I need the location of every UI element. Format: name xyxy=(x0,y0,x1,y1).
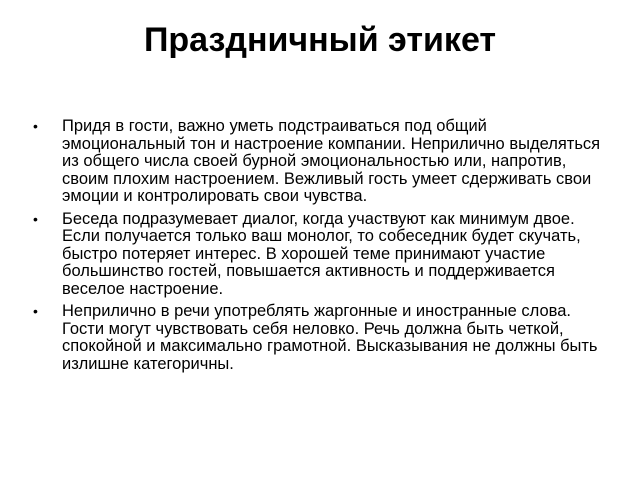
bullet-dot-icon: • xyxy=(33,210,38,227)
bullet-dot-icon: • xyxy=(33,303,38,319)
bullet-item xyxy=(32,211,612,299)
bullet-dot-icon: • xyxy=(33,118,38,134)
bullet-text: Неприлично в речи употреблять жаргонные и иностранные слова. Гости могут чувствовать себя неловко. Речь должна быть четкой, спокойной и максимально грамотной. Высказывания не должны быть излишне категоричны. xyxy=(62,302,598,373)
bullet-item xyxy=(32,303,612,373)
bullet-list xyxy=(32,118,612,378)
bullet-item xyxy=(32,118,612,206)
bullet-text: Беседа подразумевает диалог, когда участвуют как минимум двое. Если получается только ваш монолог, то собеседник будет скучать, быстро потеряет интерес. В хорошей теме принимают участие большинство гостей, повышается активность и поддерживается веселое настроение. xyxy=(62,209,581,298)
bullet-text: Придя в гости, важно уметь подстраиваться под общий эмоциональный тон и настроение компании. Неприлично выделяться из общего числа своей бурной эмоциональностью или, напротив, своим плохим настроением. Вежливый гость умеет сдерживать свои эмоции и контролировать свои чувства. xyxy=(62,117,601,205)
slide-title: Праздничный этикет xyxy=(143,21,497,59)
